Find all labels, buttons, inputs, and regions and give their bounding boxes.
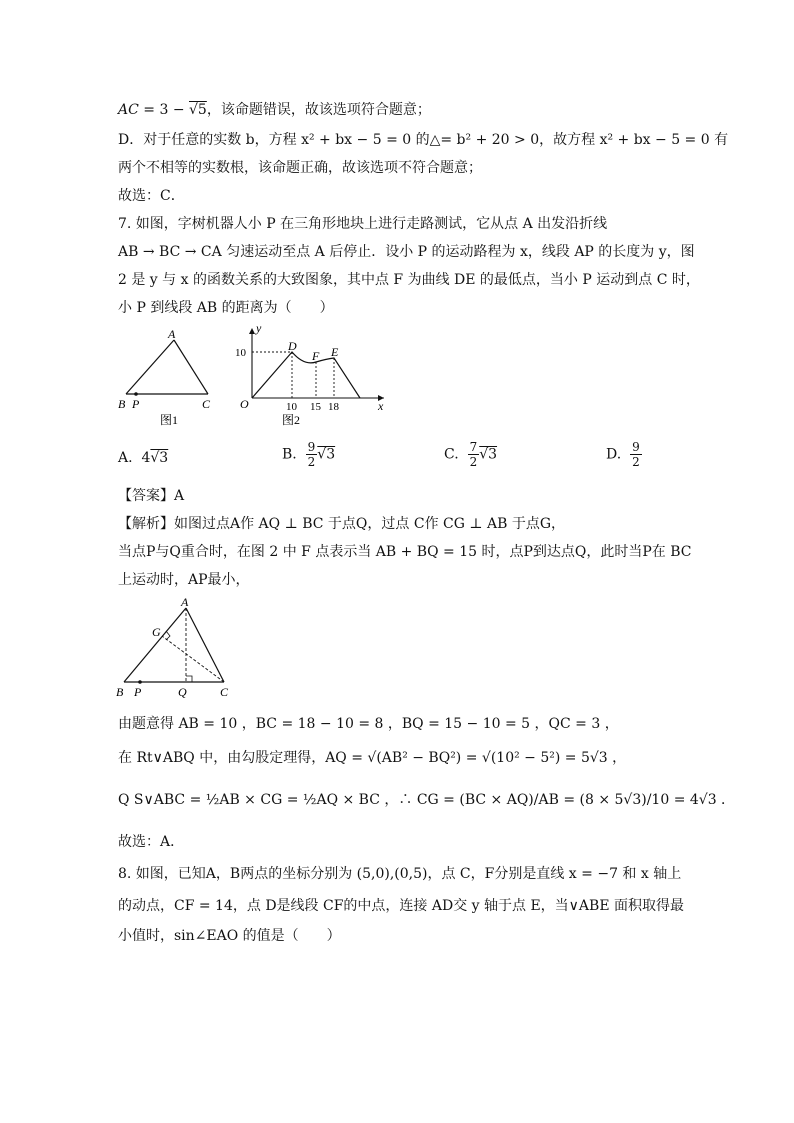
- question-7-line-2: AB → BC → CA 匀速运动至点 A 后停止．设小 P 的运动路程为 x，线段 AP 的长度为 y，图: [118, 244, 695, 260]
- question-7-line-3: 2 是 y 与 x 的函数关系的大致图象，其中点 F 为曲线 DE 的最低点，当小 P 运动到点 C 时，: [118, 272, 700, 288]
- calc-line-3: Q S∨ABC = ½AB × CG = ½AQ × BC ，∴ CG = (BC × AQ)/AB = (8 × 5√3)/10 = 4√3 ．: [118, 792, 736, 808]
- question-8-line-3: 小值时，sin∠EAO 的值是（ ）: [118, 928, 341, 944]
- option-c: C. $\frac{7}{2}$ √3: [444, 440, 498, 469]
- calc-line-2: 在 Rt∨ABQ 中，由勾股定理得，AQ = √(AB² − BQ²) = √(10² − 5²) = 5√3 ，: [118, 750, 627, 766]
- option-c-fraction: $\frac{7}{2}$: [469, 440, 478, 469]
- fig3-label-q: Q: [178, 685, 187, 699]
- calc-line-4: 故选：A．: [118, 834, 185, 850]
- fig2-origin-label: O: [240, 397, 249, 411]
- fig2-label-e: E: [331, 345, 339, 359]
- option-c-letter: C.: [444, 446, 459, 463]
- text-line-2: D．对于任意的实数 b，方程 x² + bx − 5 = 0 的△= b² + 20 > 0，故方程 x² + bx − 5 = 0 有: [118, 132, 729, 148]
- question-8-line-2: 的动点，CF = 14，点 D是线段 CF的中点，连接 AD交 y 轴于点 E，当∨ABE 面积取得最: [118, 898, 685, 914]
- fig3-label-p: P: [134, 685, 142, 699]
- question-7-line-1: 7. 如图，字树机器人小 P 在三角形地块上进行走路测试，它从点 A 出发沿折线: [118, 216, 608, 232]
- fig2-label-d: D: [288, 339, 297, 353]
- option-a: [118, 448, 168, 468]
- option-d: [606, 440, 642, 469]
- question-8-line-1: 8. 如图，已知A，B两点的坐标分别为 (5,0),(0,5)，点 C，F分别是直线 x = −7 和 x 轴上: [118, 866, 682, 882]
- answer-line: 【答案】A: [118, 488, 185, 504]
- calc-line-1: 由题意得 AB = 10 ，BC = 18 − 10 = 8 ，BQ = 15 − 10 = 5 ，QC = 3 ，: [118, 716, 619, 732]
- fig2-xtick-10: 10: [286, 401, 297, 413]
- analysis-line-3: 上运动时，AP最小，: [118, 572, 250, 588]
- fig2-label-f: F: [312, 349, 320, 363]
- fig1-label-b: B: [118, 397, 126, 411]
- figure-2-graph: [232, 322, 392, 430]
- fig2-xtick-18: 18: [328, 401, 339, 413]
- analysis-line-1: 【解析】如图过点A作 AQ ⊥ BC 于点Q，过点 C作 CG ⊥ AB 于点G，: [118, 516, 566, 532]
- analysis-line-2: 当点P与Q重合时，在图 2 中 F 点表示当 AB + BQ = 15 时，点P到达点Q，此时当P在 BC: [118, 544, 692, 560]
- figure-1-triangle: [112, 326, 222, 430]
- fig2-x-axis-label: x: [378, 399, 384, 413]
- option-a-text: 4√3: [141, 450, 169, 466]
- fig2-caption: 图2: [282, 413, 301, 427]
- option-b-fraction: $\frac{9}{2}$: [307, 440, 316, 469]
- option-d-fraction: $\frac{9}{2}$: [632, 440, 640, 469]
- fig3-label-g: G: [152, 625, 161, 639]
- text-line-3: 两个不相等的实数根，该命题正确，故该选项不符合题意；: [118, 160, 482, 176]
- fig2-y-axis-label: y: [256, 322, 262, 335]
- fig1-label-a: A: [168, 327, 176, 341]
- option-d-letter: D.: [606, 446, 622, 463]
- fig1-label-p: P: [132, 397, 140, 411]
- fig1-label-c: C: [202, 397, 211, 411]
- fig3-label-a: A: [181, 596, 189, 609]
- fig2-ytick-10: 10: [235, 347, 246, 359]
- text-line-4: 故选：C．: [118, 188, 185, 204]
- figure-3-triangle-heights: [112, 596, 242, 700]
- fig1-caption: 图1: [160, 413, 179, 427]
- option-a-letter: A.: [118, 450, 133, 466]
- option-b-letter: B.: [282, 446, 297, 463]
- fig3-label-c: C: [220, 685, 229, 699]
- fig3-label-b: B: [116, 685, 124, 699]
- text-line-1: AC = 3 − √5，该命题错误，故该选项符合题意；: [118, 102, 431, 118]
- fig2-xtick-15: 15: [310, 401, 321, 413]
- option-b: B. $\frac{9}{2}$ √3: [282, 440, 336, 469]
- question-7-line-4: 小 P 到线段 AB 的距离为（ ）: [118, 300, 334, 316]
